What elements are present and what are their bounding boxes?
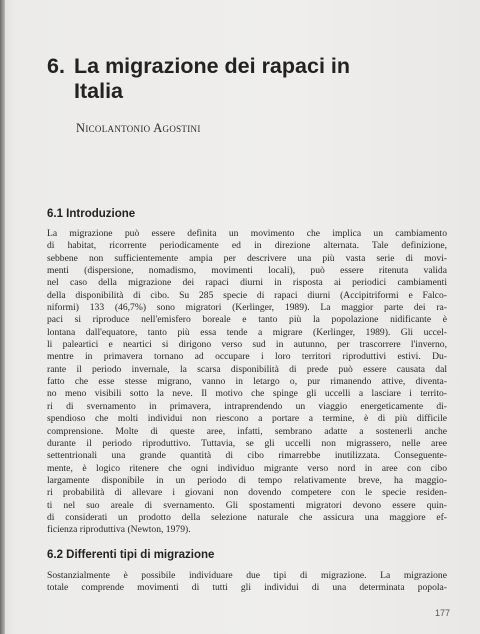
text-line: durante il periodo riproduttivo. Tuttavia, se gli uccelli non migrassero, nelle aree: [47, 437, 447, 449]
section-1-body: [47, 228, 447, 537]
text-line: settentrionali una grande quantità di cibo rimarrebbe inutilizzata. Conseguente-: [47, 450, 447, 462]
text-line: totale comprende movimenti di tutti gli individui di una determinata popola-: [47, 582, 447, 594]
chapter-title-text-2: Italia: [74, 79, 123, 103]
page-number: 177: [435, 608, 451, 618]
text-line: ri di svernamento in primavera, intraprendendo un viaggio energeticamente di-: [47, 400, 447, 412]
text-line: ri probabilità di allevare i giovani non dovendo competere con le specie residen-: [47, 487, 447, 499]
chapter-title-text-1: La migrazione dei rapaci in: [74, 54, 350, 78]
text-line: paci si riproduce nell'emisfero boreale e tanto più la popolazione nidificante è: [47, 314, 447, 326]
text-line: di habitat, ricorrente periodicamente ed in direzione alternata. Tale definizione,: [47, 240, 447, 252]
section-2-body: [47, 570, 447, 595]
chapter-title-line1: [47, 54, 447, 79]
text-line: della disponibilità di cibo. Su 285 specie di rapaci diurni (Accipitriformi e Falco-: [47, 289, 447, 301]
text-line: li paleartici e neartici si dirigono verso sud in autunno, per trascorrere l'inverno,: [47, 339, 447, 351]
text-line: di considerati un prodotto della selezione naturale che assicura una maggiore ef-: [47, 511, 447, 523]
text-line: La migrazione può essere definita un movimento che implica un cambiamento: [47, 228, 447, 239]
section-1-heading: 6.1 Introduzione: [47, 208, 136, 220]
text-line: lontana dall'equatore, tanto più essa tende a migrare (Kerlinger, 1989). Gli uccel-: [47, 326, 447, 338]
page-binding-edge: [0, 0, 5, 634]
text-line: menti (dispersione, nomadismo, movimenti locali), può essere ritenuta valida: [47, 265, 447, 277]
text-line: comprensione. Molte di queste aree, infatti, sembrano adatte a sostenerli anche: [47, 425, 447, 437]
chapter-author: Nicolantonio Agostini: [76, 121, 201, 135]
text-line: mente, è logico ritenere che ogni individuo migrante verso nord in aree con cibo: [47, 462, 447, 474]
text-line: no meno visibili sotto la neve. Il motivo che spinge gli uccelli a lasciare i territo-: [47, 388, 447, 400]
text-line: Sostanzialmente è possibile individuare due tipi di migrazione. La migrazione: [47, 570, 447, 581]
text-line: ficienza riproduttiva (Newton, 1979).: [47, 524, 191, 536]
text-line: largamente disponibile in un periodo di tempo relativamente breve, ha maggio-: [47, 474, 447, 486]
chapter-title: [47, 54, 447, 104]
section-2-heading: 6.2 Differenti tipi di migrazione: [47, 549, 215, 561]
chapter-number: 6.: [47, 54, 65, 78]
text-line: sebbene non sufficientemente ampia per descrivere una più vasta serie di movi-: [47, 252, 447, 264]
text-line: rante il periodo invernale, la scarsa disponibilità di prede può essere causata dal: [47, 363, 447, 375]
text-line: nel caso della migrazione dei rapaci diurni in risposta ai periodici cambiamenti: [47, 277, 447, 289]
text-line: spendioso che molti individui non riescono a portare a termine, è di più difficile: [47, 413, 447, 425]
text-line: niformi) 133 (46,7%) sono migratori (Kerlinger, 1989). La maggior parte dei ra-: [47, 302, 447, 314]
text-line: mentre in primavera tornano ad occupare i loro territori riproduttivi estivi. Du-: [47, 351, 447, 363]
text-line: ti nel suo areale di svernamento. Gli spostamenti migratori devono essere quin-: [47, 499, 447, 511]
text-line: fatto che esse stesse migrano, vanno in letargo o, pur rimanendo attive, diventa-: [47, 376, 447, 388]
